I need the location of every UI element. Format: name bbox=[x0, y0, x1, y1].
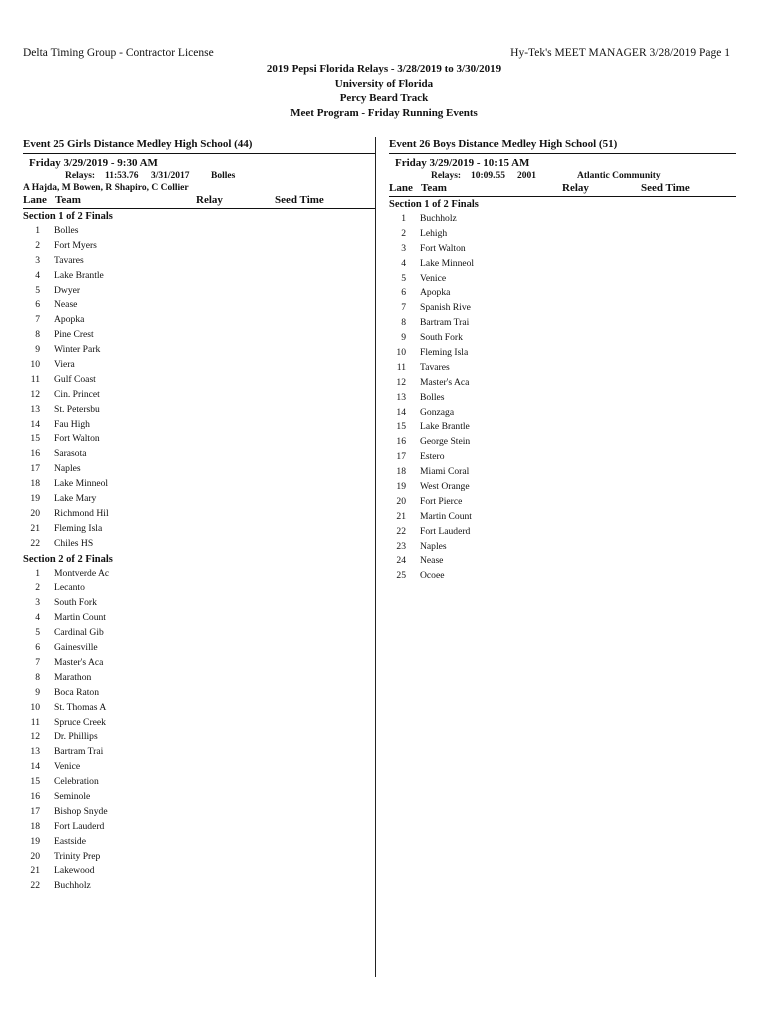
lane-number: 12 bbox=[396, 376, 406, 388]
relays-time: 10:09.55 bbox=[471, 171, 506, 181]
team-name: Nease bbox=[54, 299, 78, 311]
lane-number: 22 bbox=[30, 880, 40, 892]
event-title: Event 26 Boys Distance Medley High School (51) bbox=[389, 138, 618, 150]
lane-number: 15 bbox=[396, 421, 406, 433]
lane-row bbox=[23, 388, 375, 403]
lane-number: 5 bbox=[35, 627, 40, 639]
lane-number: 6 bbox=[35, 642, 40, 654]
lane-number: 16 bbox=[30, 790, 40, 802]
lane-row bbox=[389, 540, 736, 555]
lane-row bbox=[23, 716, 375, 731]
team-name: Lake Mary bbox=[54, 493, 97, 505]
lane-number: 25 bbox=[396, 570, 406, 582]
lane-row bbox=[389, 510, 736, 525]
lane-row bbox=[23, 537, 375, 552]
lane-number: 8 bbox=[401, 317, 406, 329]
relays-date: 3/31/2017 bbox=[151, 171, 190, 181]
lane-row bbox=[23, 298, 375, 313]
lane-row bbox=[23, 730, 375, 745]
lane-row bbox=[389, 346, 736, 361]
column-headers bbox=[23, 194, 375, 209]
lane-number: 23 bbox=[396, 540, 406, 552]
lane-number: 17 bbox=[30, 805, 40, 817]
lane-row bbox=[23, 492, 375, 507]
lane-row bbox=[389, 554, 736, 569]
seed-time-header: Seed Time bbox=[275, 194, 324, 206]
lane-row bbox=[389, 227, 736, 242]
lane-number: 19 bbox=[30, 493, 40, 505]
lane-number: 7 bbox=[401, 302, 406, 314]
lane-number: 21 bbox=[396, 510, 406, 522]
lane-row bbox=[389, 495, 736, 510]
lane-row bbox=[389, 450, 736, 465]
lane-row bbox=[389, 257, 736, 272]
section-heading: Section 2 of 2 Finals bbox=[23, 553, 113, 565]
event-rule bbox=[389, 153, 736, 154]
lane-row bbox=[23, 671, 375, 686]
lane-number: 8 bbox=[35, 671, 40, 683]
relays-owner: Bolles bbox=[211, 171, 236, 181]
license-header: Delta Timing Group - Contractor License bbox=[23, 47, 214, 59]
team-name: Naples bbox=[420, 540, 447, 552]
team-name: Tavares bbox=[54, 254, 84, 266]
team-name: St. Thomas A bbox=[54, 701, 107, 713]
team-name: Richmond Hil bbox=[54, 507, 109, 519]
column-headers bbox=[389, 182, 736, 197]
team-name: Bolles bbox=[420, 391, 445, 403]
lane-number: 3 bbox=[401, 242, 406, 254]
team-name: St. Petersbu bbox=[54, 403, 100, 415]
lane-row bbox=[389, 569, 736, 584]
lane-number: 5 bbox=[401, 272, 406, 284]
lane-number: 7 bbox=[35, 314, 40, 326]
team-header: Team bbox=[421, 182, 447, 194]
lane-row bbox=[23, 745, 375, 760]
event-26-column bbox=[389, 137, 736, 584]
lane-row bbox=[389, 301, 736, 316]
team-name: Fort Lauderd bbox=[54, 820, 105, 832]
team-name: South Fork bbox=[420, 332, 463, 344]
team-name: Bishop Snyde bbox=[54, 805, 108, 817]
team-name: Spanish Rive bbox=[420, 302, 471, 314]
lane-number: 18 bbox=[396, 466, 406, 478]
lane-number: 15 bbox=[30, 776, 40, 788]
lane-number: 6 bbox=[401, 287, 406, 299]
meet-titles bbox=[0, 62, 768, 120]
relays-owner: Atlantic Community bbox=[577, 171, 661, 181]
lane-row bbox=[23, 447, 375, 462]
lane-number: 17 bbox=[396, 451, 406, 463]
lane-number: 10 bbox=[396, 347, 406, 359]
team-name: Fort Pierce bbox=[420, 495, 463, 507]
lane-number: 13 bbox=[30, 403, 40, 415]
section-block bbox=[23, 553, 375, 895]
lane-row bbox=[389, 361, 736, 376]
team-name: Ocoee bbox=[420, 570, 445, 582]
team-name: Bolles bbox=[54, 225, 79, 236]
lane-row bbox=[389, 420, 736, 435]
team-name: Apopka bbox=[54, 314, 85, 326]
lane-number: 21 bbox=[30, 522, 40, 534]
lane-row bbox=[23, 418, 375, 433]
lane-number: 18 bbox=[30, 478, 40, 490]
team-name: Nease bbox=[420, 555, 444, 567]
event-date: Friday 3/29/2019 - 10:15 AM bbox=[395, 157, 530, 169]
program-title: Meet Program - Friday Running Events bbox=[290, 106, 478, 119]
lane-number: 9 bbox=[401, 332, 406, 344]
relay-header: Relay bbox=[196, 194, 223, 206]
team-name: Fleming Isla bbox=[54, 522, 103, 534]
lane-number: 1 bbox=[35, 225, 40, 236]
team-name: Buchholz bbox=[420, 213, 457, 224]
team-name: Gonzaga bbox=[420, 406, 455, 418]
team-name: Venice bbox=[420, 272, 447, 284]
team-name: George Stein bbox=[420, 436, 471, 448]
lane-row bbox=[23, 686, 375, 701]
team-name: Tavares bbox=[420, 361, 450, 373]
team-name: Trinity Prep bbox=[54, 850, 101, 862]
lane-row bbox=[23, 835, 375, 850]
lane-row bbox=[389, 376, 736, 391]
team-name: Fau High bbox=[54, 418, 90, 430]
team-name: Dwyer bbox=[54, 284, 81, 296]
lane-number: 20 bbox=[396, 495, 406, 507]
team-name: Naples bbox=[54, 463, 81, 475]
lane-number: 22 bbox=[30, 537, 40, 549]
section-block bbox=[23, 210, 375, 552]
team-name: Apopka bbox=[420, 287, 451, 299]
lane-row bbox=[23, 626, 375, 641]
lane-row bbox=[389, 480, 736, 495]
lane-number: 13 bbox=[396, 391, 406, 403]
relays-time: 11:53.76 bbox=[105, 171, 139, 181]
lane-row bbox=[23, 507, 375, 522]
lane-row bbox=[23, 760, 375, 775]
team-name: Pine Crest bbox=[54, 329, 94, 341]
team-name: Fleming Isla bbox=[420, 347, 469, 359]
relay-header: Relay bbox=[562, 182, 589, 194]
lane-row bbox=[389, 242, 736, 257]
lane-row bbox=[23, 820, 375, 835]
lane-number: 10 bbox=[30, 701, 40, 713]
team-name: Martin Count bbox=[54, 612, 106, 624]
lane-row bbox=[23, 805, 375, 820]
lane-row bbox=[389, 272, 736, 287]
relays-record bbox=[23, 170, 375, 182]
lane-number: 4 bbox=[35, 612, 40, 624]
team-name: Lakewood bbox=[54, 865, 95, 877]
lane-number: 20 bbox=[30, 507, 40, 519]
team-name: Celebration bbox=[54, 776, 99, 788]
lane-number: 17 bbox=[30, 463, 40, 475]
lane-number: 14 bbox=[30, 761, 40, 773]
lane-row bbox=[389, 435, 736, 450]
team-name: Seminole bbox=[54, 790, 91, 802]
lane-row bbox=[23, 656, 375, 671]
lane-number: 3 bbox=[35, 254, 40, 266]
lane-number: 2 bbox=[35, 239, 40, 251]
lane-number: 14 bbox=[396, 406, 406, 418]
team-name: Fort Myers bbox=[54, 239, 97, 251]
team-name: Lake Minneol bbox=[420, 257, 475, 269]
lane-row bbox=[23, 850, 375, 865]
lane-number: 15 bbox=[30, 433, 40, 445]
lane-row bbox=[23, 864, 375, 879]
lane-row bbox=[23, 373, 375, 388]
team-name: Sarasota bbox=[54, 448, 87, 460]
venue-university: University of Florida bbox=[334, 77, 434, 90]
lane-row bbox=[23, 254, 375, 269]
lane-row bbox=[23, 477, 375, 492]
lane-row bbox=[23, 879, 375, 894]
team-name: Fort Walton bbox=[420, 242, 466, 254]
team-name: Lehigh bbox=[420, 227, 448, 239]
lane-row bbox=[389, 391, 736, 406]
relays-label: Relays: bbox=[65, 171, 96, 181]
lane-number: 19 bbox=[30, 835, 40, 847]
lane-row bbox=[23, 596, 375, 611]
lane-number: 3 bbox=[35, 597, 40, 609]
team-name: Estero bbox=[420, 451, 445, 463]
lane-number: 16 bbox=[30, 448, 40, 460]
lane-row bbox=[23, 343, 375, 358]
team-name: Gainesville bbox=[54, 642, 98, 654]
lane-row bbox=[23, 641, 375, 656]
lane-number: 6 bbox=[35, 299, 40, 311]
lane-row bbox=[23, 611, 375, 626]
lane-number: 1 bbox=[35, 567, 40, 579]
event-date: Friday 3/29/2019 - 9:30 AM bbox=[29, 157, 158, 169]
team-name: Spruce Creek bbox=[54, 716, 106, 728]
section-block bbox=[389, 198, 736, 584]
lane-number: 4 bbox=[401, 257, 406, 269]
event-rule bbox=[23, 153, 375, 154]
team-header: Team bbox=[55, 194, 81, 206]
lane-number: 11 bbox=[30, 716, 40, 728]
team-name: Lake Brantle bbox=[420, 421, 470, 433]
lane-number: 11 bbox=[396, 361, 406, 373]
seed-time-header: Seed Time bbox=[641, 182, 690, 194]
venue-track: Percy Beard Track bbox=[339, 92, 429, 104]
lane-row bbox=[23, 328, 375, 343]
software-header: Hy-Tek's MEET MANAGER 3/28/2019 Page 1 bbox=[510, 47, 730, 59]
lane-row bbox=[23, 462, 375, 477]
lane-row bbox=[23, 358, 375, 373]
team-name: Gulf Coast bbox=[54, 373, 96, 385]
team-name: Lake Minneol bbox=[54, 478, 109, 490]
lane-row bbox=[23, 775, 375, 790]
team-name: Fort Lauderd bbox=[420, 525, 471, 537]
team-name: Bartram Trai bbox=[54, 746, 104, 758]
team-name: Buchholz bbox=[54, 880, 91, 892]
lane-header: Lane bbox=[389, 182, 413, 194]
team-name: Martin Count bbox=[420, 510, 472, 522]
lane-header: Lane bbox=[23, 194, 47, 206]
team-name: Master's Aca bbox=[54, 656, 104, 668]
lane-number: 7 bbox=[35, 656, 40, 668]
lane-number: 20 bbox=[30, 850, 40, 862]
team-name: Montverde Ac bbox=[54, 567, 110, 579]
lane-number: 21 bbox=[30, 865, 40, 877]
lane-number: 4 bbox=[35, 269, 40, 281]
lane-row bbox=[23, 522, 375, 537]
lane-row bbox=[389, 525, 736, 540]
lane-row bbox=[389, 286, 736, 301]
lane-number: 13 bbox=[30, 746, 40, 758]
lane-row bbox=[389, 212, 736, 227]
lane-number: 12 bbox=[30, 731, 40, 743]
lane-number: 10 bbox=[30, 359, 40, 371]
team-name: Fort Walton bbox=[54, 433, 100, 445]
lane-number: 24 bbox=[396, 555, 406, 567]
team-name: Dr. Phillips bbox=[54, 731, 98, 743]
relays-label: Relays: bbox=[431, 171, 462, 181]
team-name: Cin. Princet bbox=[54, 388, 100, 400]
lane-row bbox=[23, 432, 375, 447]
team-name: Master's Aca bbox=[420, 376, 470, 388]
lane-number: 2 bbox=[401, 227, 406, 239]
team-name: Marathon bbox=[54, 671, 92, 683]
lane-row bbox=[23, 581, 375, 596]
lane-row bbox=[23, 403, 375, 418]
lane-number: 14 bbox=[30, 418, 40, 430]
relays-date: 2001 bbox=[517, 171, 536, 181]
team-name: Lake Brantle bbox=[54, 269, 104, 281]
section-heading: Section 1 of 2 Finals bbox=[389, 199, 479, 210]
team-name: Miami Coral bbox=[420, 466, 470, 478]
lane-number: 8 bbox=[35, 329, 40, 341]
lane-row bbox=[23, 313, 375, 328]
team-name: Viera bbox=[54, 359, 75, 371]
lane-row bbox=[389, 316, 736, 331]
lane-row bbox=[23, 284, 375, 299]
lane-number: 18 bbox=[30, 820, 40, 832]
lane-number: 1 bbox=[401, 213, 406, 224]
lane-row bbox=[23, 790, 375, 805]
lane-row bbox=[23, 269, 375, 284]
team-name: Bartram Trai bbox=[420, 317, 470, 329]
lane-number: 9 bbox=[35, 686, 40, 698]
event-25-column bbox=[23, 137, 375, 894]
lane-row bbox=[389, 331, 736, 346]
team-name: South Fork bbox=[54, 597, 97, 609]
lane-row bbox=[389, 465, 736, 480]
meet-title: 2019 Pepsi Florida Relays - 3/28/2019 to 3/30/2019 bbox=[266, 63, 502, 75]
lane-row bbox=[23, 567, 375, 582]
lane-number: 2 bbox=[35, 582, 40, 594]
team-name: Cardinal Gib bbox=[54, 627, 104, 639]
lane-number: 19 bbox=[396, 481, 406, 493]
lane-row bbox=[23, 239, 375, 254]
relays-record bbox=[389, 170, 736, 182]
event-title: Event 25 Girls Distance Medley High School (44) bbox=[23, 138, 253, 150]
lane-number: 11 bbox=[30, 373, 40, 385]
section-heading: Section 1 of 2 Finals bbox=[23, 211, 113, 222]
lane-number: 5 bbox=[35, 284, 40, 296]
lane-number: 22 bbox=[396, 525, 406, 537]
team-name: Boca Raton bbox=[54, 686, 100, 698]
team-name: Eastside bbox=[54, 835, 86, 847]
column-divider bbox=[375, 137, 376, 977]
record-holders: A Hajda, M Bowen, R Shapiro, C Collier bbox=[23, 183, 189, 193]
team-name: Venice bbox=[54, 761, 81, 773]
team-name: Chiles HS bbox=[54, 537, 94, 549]
team-name: West Orange bbox=[420, 481, 470, 493]
lane-number: 12 bbox=[30, 388, 40, 400]
lane-number: 16 bbox=[396, 436, 406, 448]
lane-number: 9 bbox=[35, 344, 40, 356]
lane-row bbox=[389, 406, 736, 421]
team-name: Lecanto bbox=[54, 582, 85, 594]
lane-row bbox=[23, 224, 375, 239]
team-name: Winter Park bbox=[54, 344, 101, 356]
lane-row bbox=[23, 701, 375, 716]
